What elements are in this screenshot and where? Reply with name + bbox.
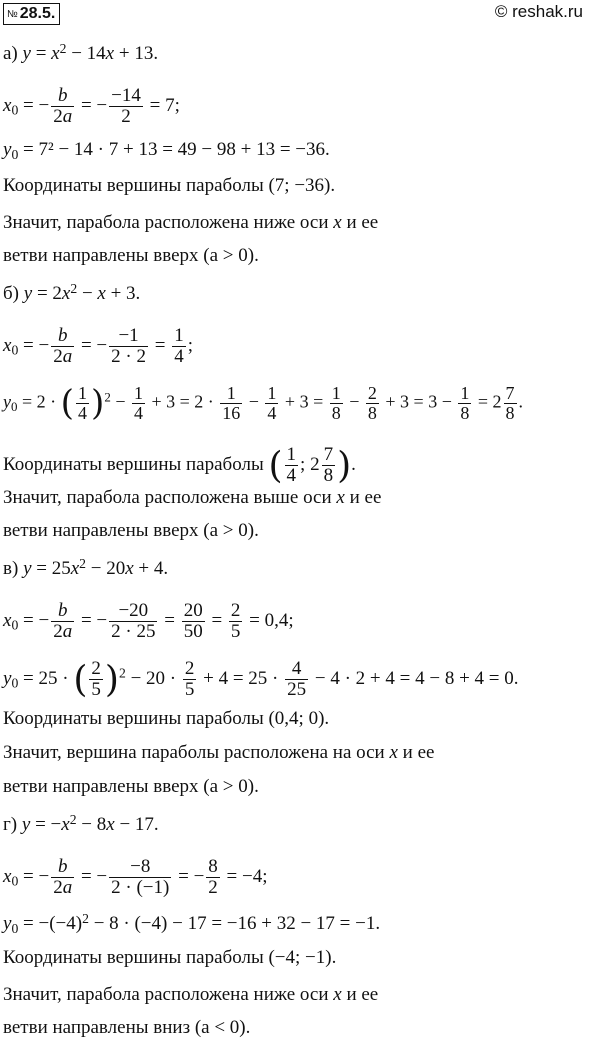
part-v-y0: $y_0 = 25$ · ( $\frac{2}{5}$ )$^2$ − 20 · $\frac{2}{5}$ + 4 = 25 · $\frac{4}{25}$ − 4 · 2 + 4 = 4 − 8 + 4 = 0. (3, 658, 519, 701)
part-a-coords: Координаты вершины параболы (7; −36). (3, 175, 336, 196)
part-g-y0: $y_0 = -(-4)^2 - 8 \cdot (-4) - 17 = -16 + 32 - 17 = -1$. (3, 911, 381, 936)
part-v-coords: Координаты вершины параболы (0,4; 0). (3, 708, 330, 729)
problem-number-badge (3, 3, 60, 25)
part-b-coords: Координаты вершины параболы ( $\frac{1}{4}$ ; 2 $\frac{7}{8}$ ). (3, 444, 356, 487)
watermark: © reshak.ru (494, 2, 583, 21)
part-g-conclusion-2: ветви направлены вниз (a < 0). (3, 1017, 251, 1038)
part-b-x0: $x_0$ = − $\frac{b}{2a}$ = − $\frac{-1}{2 \cdot 2}$ = $\frac{1}{4}$ ; (3, 325, 193, 367)
part-g-coords: Координаты вершины параболы (−4; −1). (3, 947, 337, 968)
part-g-conclusion-1: Значит, парабола расположена ниже оси x и ее (3, 984, 379, 1005)
part-a-conclusion-2: ветви направлены вверх (a > 0). (3, 245, 259, 266)
part-b-equation: б) $y = 2x^2 - x + 3$. (3, 281, 141, 305)
part-v-equation: в) $y = 25x^2 - 20x + 4$. (3, 556, 169, 580)
part-b-y0: $y_0 = 2$ · ( $\frac{1}{4}$ )$^2$ − $\frac{1}{4}$ + 3 = 2 · $\frac{1}{16}$ − $\frac{1}{4}$ + 3 = $\frac{1}{8}$ − $\frac{2}{8}$ + 3 = 3 − $\frac{1}{8}$ = 2 $\frac{7}{8}$ . (3, 383, 524, 424)
part-b-conclusion-2: ветви направлены вверх (a > 0). (3, 520, 259, 541)
part-b-conclusion-1: Значит, парабола расположена выше оси x и ее (3, 487, 382, 508)
part-a-equation: а) $y = x^2 - 14x + 13$. (3, 41, 159, 65)
part-v-x0: $x_0$ = − $\frac{b}{2a}$ = − $\frac{-20}{2 \cdot 25}$ = $\frac{20}{50}$ = $\frac{2}{5}$ = 0,4; (3, 600, 294, 642)
part-a-conclusion-1: Значит, парабола расположена ниже оси x и ее (3, 212, 379, 233)
part-v-conclusion-2: ветви направлены вверх (a > 0). (3, 776, 259, 797)
part-a-y0: $y_0 = 7^2 - 14 \cdot 7 + 13 = 49 - 98 + 13 = -36$. (3, 139, 330, 162)
part-v-conclusion-1: Значит, вершина параболы расположена на оси x и ее (3, 742, 435, 763)
part-a-x0: $x_0$ = − $\frac{b}{2a}$ = − $\frac{-14}{2}$ = 7; (3, 85, 180, 127)
part-g-equation: г) $y = -x^2 - 8x - 17$. (3, 812, 159, 836)
part-g-x0: $x_0$ = − $\frac{b}{2a}$ = − $\frac{-8}{2 \cdot (-1)}$ = − $\frac{8}{2}$ = −4; (3, 856, 268, 898)
problem-number: 28.5. (19, 5, 56, 22)
number-sign: № (7, 9, 18, 20)
